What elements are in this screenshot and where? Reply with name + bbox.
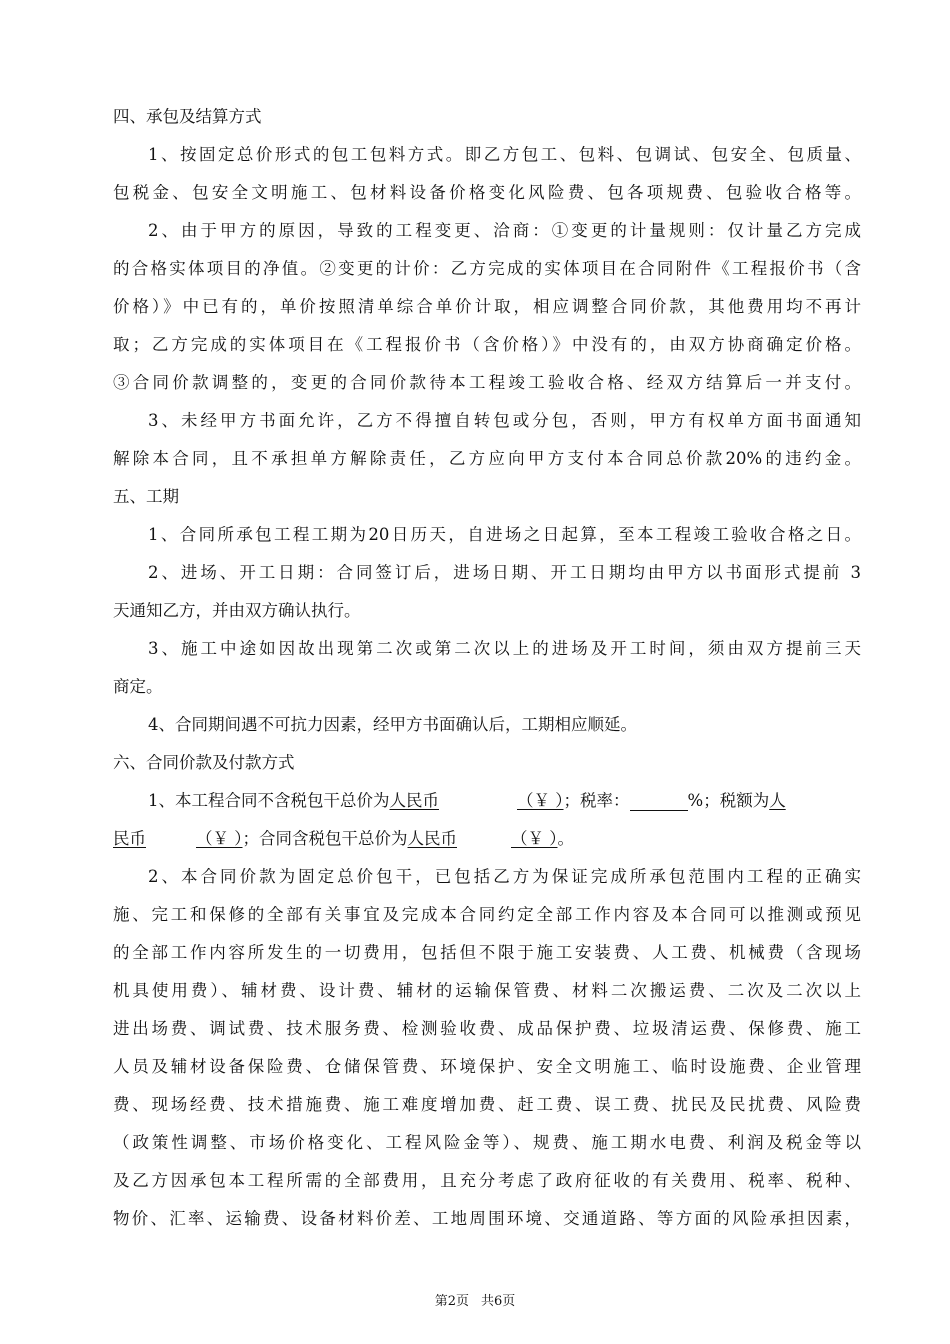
rmb-blank-3 bbox=[408, 829, 558, 848]
s5-p2-line-2: 天通知乙方，并由双方确认执行。 bbox=[113, 601, 361, 620]
s6-p2-line-3: 的全部工作内容所发生的一切费用，包括但不限于施工安装费、人工费、机械费（含现场 bbox=[113, 943, 861, 962]
s4-p2-line-3: 价格）》中已有的，单价按照清单综合单价计取，相应调整合同价款，其他费用均不再计 bbox=[113, 297, 861, 316]
s4-p3-line-1: 3、未经甲方书面允许，乙方不得擅自转包或分包，否则，甲方有权单方面书面通知 bbox=[148, 411, 861, 430]
s4-p3-line-2: 解除本合同，且不承担单方解除责任，乙方应向甲方支付本合同总价款20%的违约金。 bbox=[113, 449, 861, 468]
document-body bbox=[113, 98, 861, 1238]
page-number: 第2页 bbox=[434, 1294, 469, 1309]
s6-p1-text-b: ；税率： bbox=[563, 791, 630, 810]
tax-rate-blank bbox=[630, 790, 688, 811]
yen-blank-3: （￥ ） bbox=[511, 829, 558, 848]
s5-p1: 1、合同所承包工程工期为20日历天，自进场之日起算，至本工程竣工验收合格之日。 bbox=[148, 525, 861, 544]
yen-blank-2: （￥ ） bbox=[196, 829, 243, 848]
s4-p2-line-2: 的合格实体项目的净值。②变更的计价：乙方完成的实体项目在合同附件《工程报价书（含 bbox=[113, 259, 861, 278]
ren-char: 人 bbox=[769, 791, 786, 810]
yen-blank-1: （￥ ） bbox=[517, 791, 564, 810]
section-5-heading: 五、工期 bbox=[113, 487, 179, 506]
s6-p2-line-10: 物价、汇率、运输费、设备材料价差、工地周围环境、交通道路、等方面的风险承担因素， bbox=[113, 1209, 861, 1228]
page-footer bbox=[0, 1290, 950, 1309]
s5-p4: 4、合同期间遇不可抗力因素，经甲方书面确认后，工期相应顺延。 bbox=[148, 715, 637, 734]
s6-p1-text-d: ；合同含税包干总价为 bbox=[242, 829, 408, 848]
section-6-heading: 六、合同价款及付款方式 bbox=[113, 753, 295, 772]
s6-p1-text-a: 1、本工程合同不含税包干总价为 bbox=[148, 791, 390, 810]
s4-p1-line-1: 1、按固定总价形式的包工包料方式。即乙方包工、包料、包调试、包安全、包质量、 bbox=[148, 145, 861, 164]
s6-p2-line-1: 2、本合同价款为固定总价包干，已包括乙方为保证完成所承包范围内工程的正确实 bbox=[148, 867, 861, 886]
s6-p2-line-4: 机具使用费）、辅材费、设计费、辅材的运输保管费、材料二次搬运费、二次及二次以上 bbox=[113, 981, 861, 1000]
rmb-blank-2 bbox=[113, 829, 243, 848]
s6-p2-line-5: 进出场费、调试费、技术服务费、检测验收费、成品保护费、垃圾清运费、保修费、施工 bbox=[113, 1019, 861, 1038]
s5-p3-line-1: 3、施工中途如因故出现第二次或第二次以上的进场及开工时间，须由双方提前三天 bbox=[148, 639, 861, 658]
percent-sign: % bbox=[687, 791, 704, 810]
total-pages: 共6页 bbox=[481, 1294, 516, 1309]
s6-p1-text-c: ；税额为 bbox=[703, 791, 770, 810]
rmb-label-2: 民币 bbox=[113, 829, 146, 848]
rmb-label-3: 人民币 bbox=[407, 829, 457, 848]
s4-p2-line-4: 取；乙方完成的实体项目在《工程报价书（含价格）》中没有的，由双方协商确定价格。 bbox=[113, 335, 861, 354]
s4-p2-line-1: 2、由于甲方的原因，导致的工程变更、洽商：①变更的计量规则：仅计量乙方完成 bbox=[148, 221, 861, 240]
s6-p1-text-e: 。 bbox=[557, 829, 574, 848]
rmb-label-1: 人民币 bbox=[389, 791, 439, 810]
s5-p3-line-2: 商定。 bbox=[113, 677, 163, 696]
s6-p1-line-2 bbox=[113, 820, 861, 858]
rmb-blank-1 bbox=[390, 791, 564, 810]
s6-p2-line-8: （政策性调整、市场价格变化、工程风险金等）、规费、施工期水电费、利润及税金等以 bbox=[113, 1133, 861, 1152]
s6-p2-line-9: 及乙方因承包本工程所需的全部费用，且充分考虑了政府征收的有关费用、税率、税种、 bbox=[113, 1171, 861, 1190]
s6-p2-line-7: 费、现场经费、技术措施费、施工难度增加费、赶工费、误工费、扰民及民扰费、风险费 bbox=[113, 1095, 861, 1114]
s6-p1-line-1 bbox=[113, 782, 861, 820]
s6-p2-line-2: 施、完工和保修的全部有关事宜及完成本合同约定全部工作内容及本合同可以推测或预见 bbox=[113, 905, 861, 924]
s5-p2-line-1: 2、进场、开工日期：合同签订后，进场日期、开工日期均由甲方以书面形式提前 3 bbox=[148, 563, 861, 582]
s4-p2-line-5: ③合同价款调整的，变更的合同价款待本工程竣工验收合格、经双方结算后一并支付。 bbox=[113, 373, 861, 392]
s6-p2-line-6: 人员及辅材设备保险费、仓储保管费、环境保护、安全文明施工、临时设施费、企业管理 bbox=[113, 1057, 861, 1076]
s4-p1-line-2: 包税金、包安全文明施工、包材料设备价格变化风险费、包各项规费、包验收合格等。 bbox=[113, 183, 861, 202]
section-4-heading: 四、承包及结算方式 bbox=[113, 107, 262, 126]
